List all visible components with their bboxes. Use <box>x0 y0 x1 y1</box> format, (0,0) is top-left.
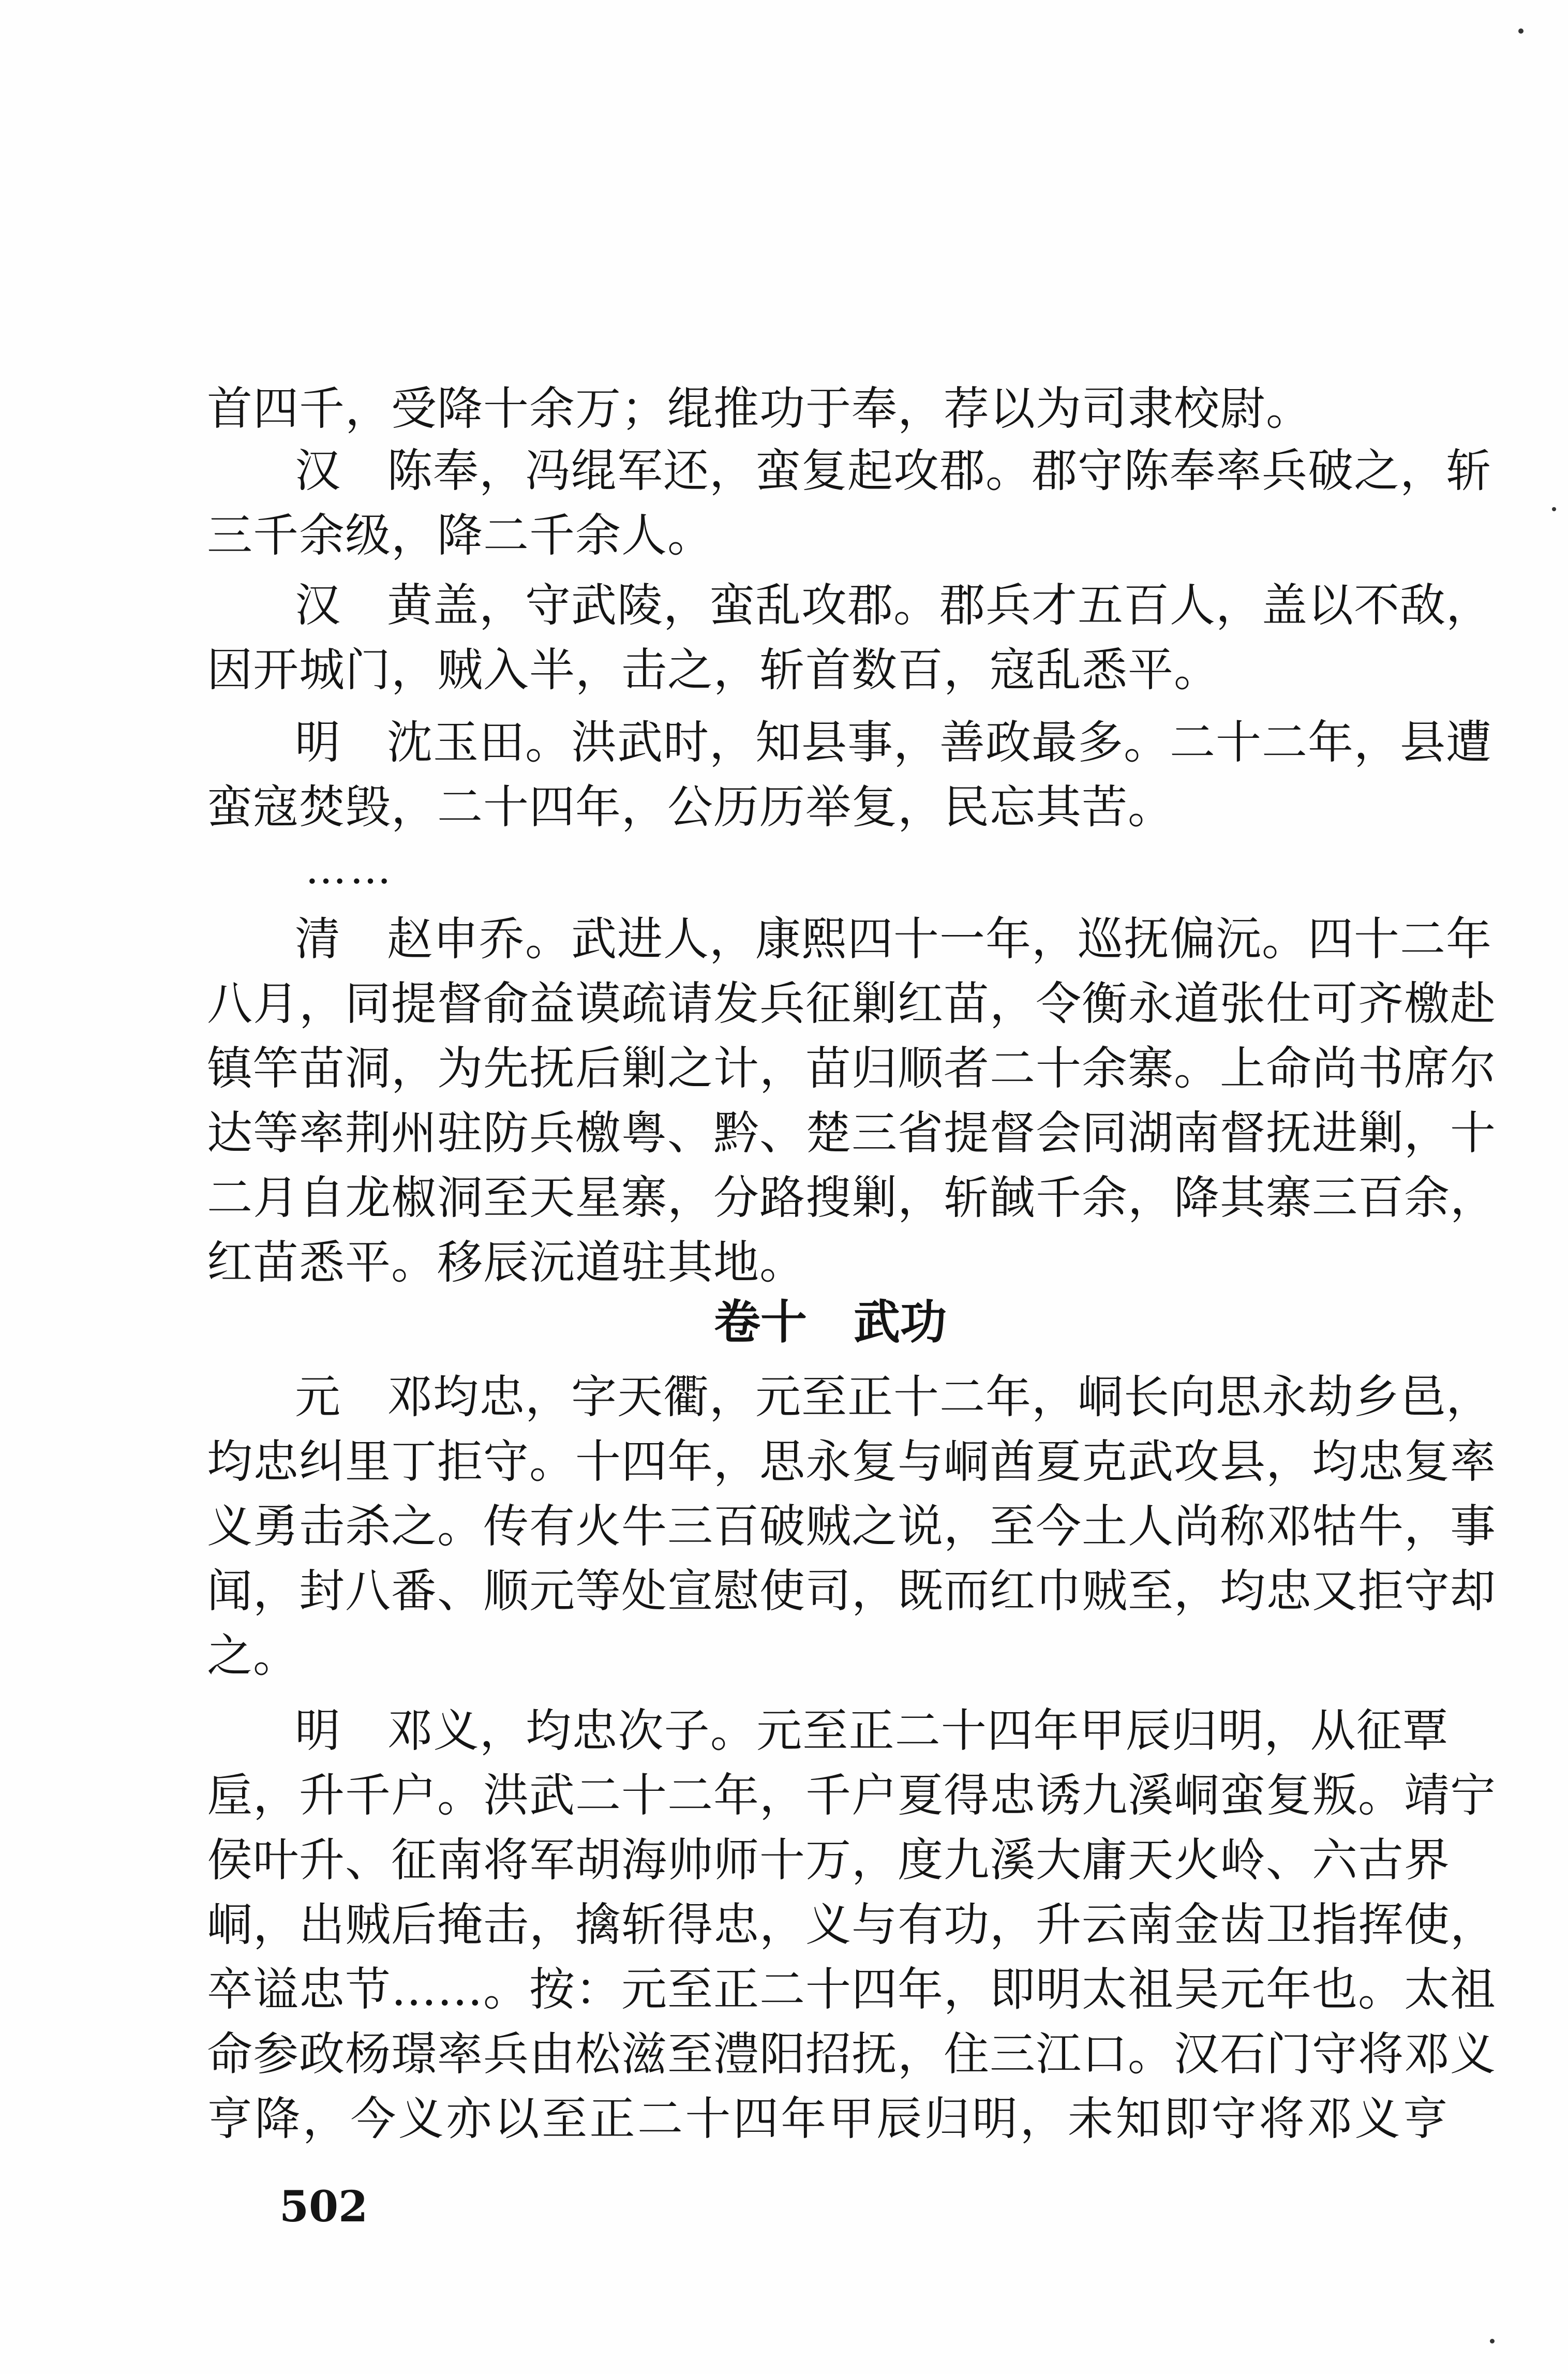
text-line: 明 邓义，均忠次子。元至正二十四年甲辰归明，从征覃 <box>295 1704 1448 1757</box>
text-line: 首四千，受降十余万；绲推功于奉，荐以为司隶校尉。 <box>207 382 1312 435</box>
text-line: 达等率荆州驻防兵檄粤、黔、楚三省提督会同湖南督抚进剿，十 <box>207 1106 1497 1160</box>
text-line: 闻，封八番、顺元等处宣慰使司，既而红巾贼至，均忠又拒守却 <box>207 1564 1497 1618</box>
text-line: 八月，同提督俞益谟疏请发兵征剿红苗，令衡永道张仕可齐檄赴 <box>207 977 1497 1030</box>
text-line: 清 赵申乔。武进人，康熙四十一年，巡抚偏沅。四十二年 <box>295 912 1492 966</box>
text-line: 镇竿苗洞，为先抚后剿之计，苗归顺者二十余寨。上命尚书席尔 <box>207 1042 1497 1095</box>
text-line: 蛮寇焚毁，二十四年，公历历举复，民忘其苦。 <box>207 780 1174 834</box>
text-line: 明 沈玉田。洪武时，知县事，善政最多。二十二年，县遭 <box>295 716 1492 769</box>
text-line: 之。 <box>207 1629 300 1682</box>
scan-speck <box>1490 2339 1495 2343</box>
scan-speck <box>1552 507 1556 511</box>
text-line: 命参政杨璟率兵由松滋至澧阳招抚，住三江口。汉石门守将邓义 <box>207 2027 1497 2081</box>
text-line: 二月自龙椒洞至天星寨，分路搜剿，斩馘千余，降其寨三百余， <box>207 1171 1497 1224</box>
text-line: 红苗悉平。移辰沅道驻其地。 <box>207 1236 806 1289</box>
text-line: 卒谥忠节……。按：元至正二十四年，即明太祖吴元年也。太祖 <box>207 1963 1497 2016</box>
section-title: 卷十 武功 <box>714 1295 947 1349</box>
text-line: 三千余级，降二千余人。 <box>207 509 714 562</box>
text-line: 汉 陈奉，冯绲军还，蛮复起攻郡。郡守陈奉率兵破之，斩 <box>295 444 1492 497</box>
text-line: 侯叶升、征南将军胡海帅师十万，度九溪大庸天火岭、六古界 <box>207 1833 1451 1887</box>
text-line: 亨降，今义亦以至正二十四年甲辰归明，未知即守将邓义亨 <box>207 2092 1448 2145</box>
text-line: 汉 黄盖，守武陵，蛮乱攻郡。郡兵才五百人，盖以不敌， <box>295 578 1492 632</box>
text-line: 义勇击杀之。传有火牛三百破贼之说，至今土人尚称邓牯牛，事 <box>207 1500 1497 1553</box>
omission-mark: …… <box>305 845 394 893</box>
text-line: 均忠纠里丁拒守。十四年，思永复与峒酋夏克武攻县，均忠复率 <box>207 1435 1497 1488</box>
text-line: 峒，出贼后掩击，擒斩得忠，义与有功，升云南金齿卫指挥使， <box>207 1898 1497 1951</box>
text-line: 元 邓均忠，字天衢，元至正十二年，峒长向思永劫乡邑， <box>295 1370 1492 1423</box>
text-line: 因开城门，贼入半，击之，斩首数百，寇乱悉平。 <box>207 643 1220 696</box>
scan-speck <box>1518 28 1524 34</box>
text-line: 垕，升千户。洪武二十二年，千户夏得忠诱九溪峒蛮复叛。靖宁 <box>207 1769 1497 1822</box>
page-number: 502 <box>279 2182 368 2232</box>
